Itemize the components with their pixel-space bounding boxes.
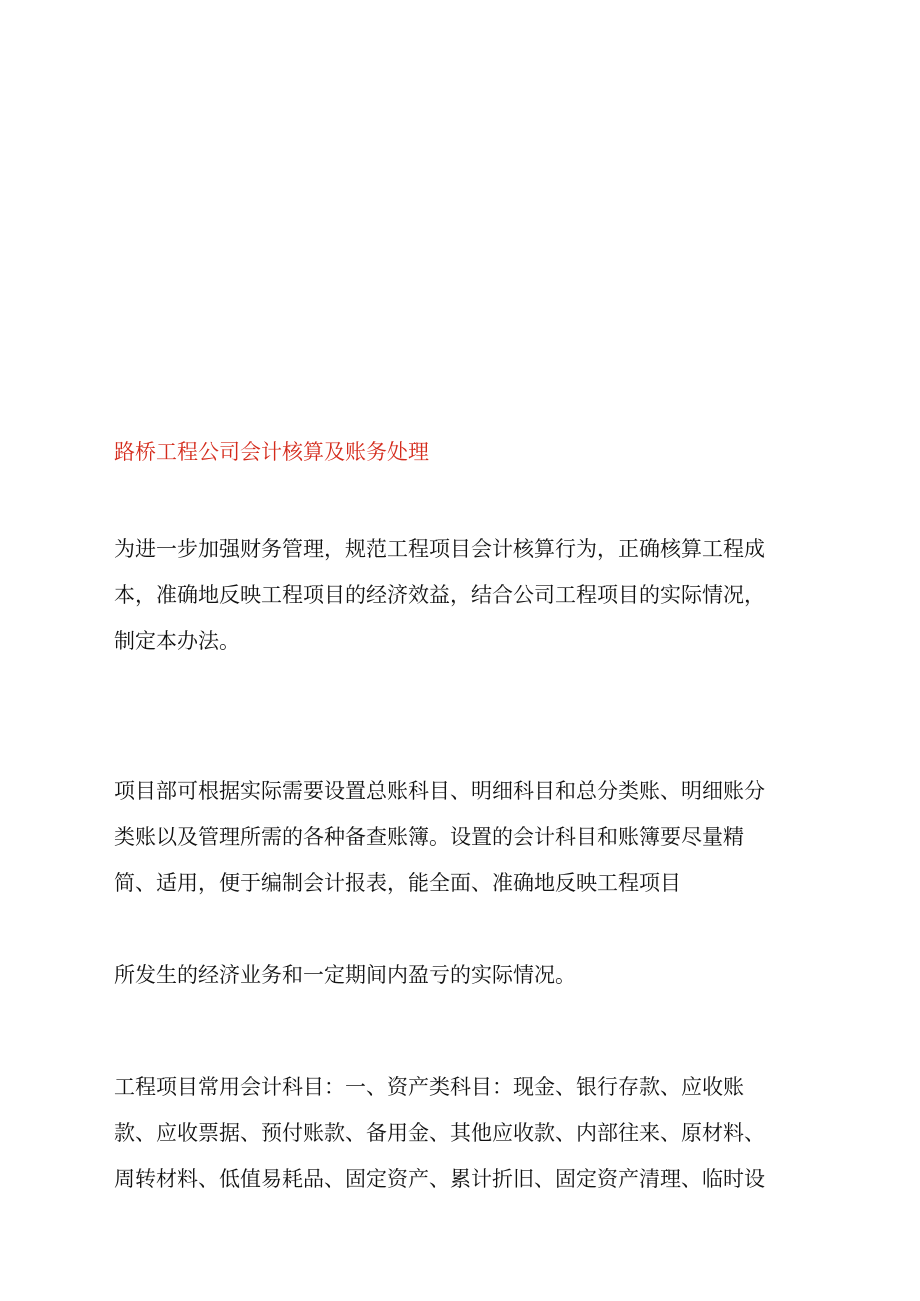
paragraph-line: 为进一步加强财务管理，规范工程项目会计核算行为，正确核算工程成 (114, 537, 765, 561)
paragraph-line: 周转材料、低值易耗品、固定资产、累计折旧、固定资产清理、临时设 (114, 1167, 765, 1191)
paragraph-line: 款、应收票据、预付账款、备用金、其他应收款、内部往来、原材料、 (114, 1121, 765, 1145)
paragraph-line: 所发生的经济业务和一定期间内盈亏的实际情况。 (114, 963, 576, 987)
paragraph-line: 简、适用，便于编制会计报表，能全面、准确地反映工程项目 (114, 871, 681, 895)
paragraph-line: 类账以及管理所需的各种备查账簿。设置的会计科目和账簿要尽量精 (114, 825, 744, 849)
document-title: 路桥工程公司会计核算及账务处理 (114, 440, 429, 464)
paragraph-line: 项目部可根据实际需要设置总账科目、明细科目和总分类账、明细账分 (114, 779, 765, 803)
paragraph-continuation (114, 952, 794, 998)
paragraph-account-setup (114, 768, 794, 906)
paragraph-intro (114, 526, 794, 664)
paragraph-line: 工程项目常用会计科目：一、资产类科目：现金、银行存款、应收账 (114, 1075, 744, 1099)
paragraph-line: 本，准确地反映工程项目的经济效益，结合公司工程项目的实际情况， (114, 583, 765, 607)
paragraph-account-subjects (114, 1064, 794, 1202)
paragraph-line: 制定本办法。 (114, 629, 240, 653)
